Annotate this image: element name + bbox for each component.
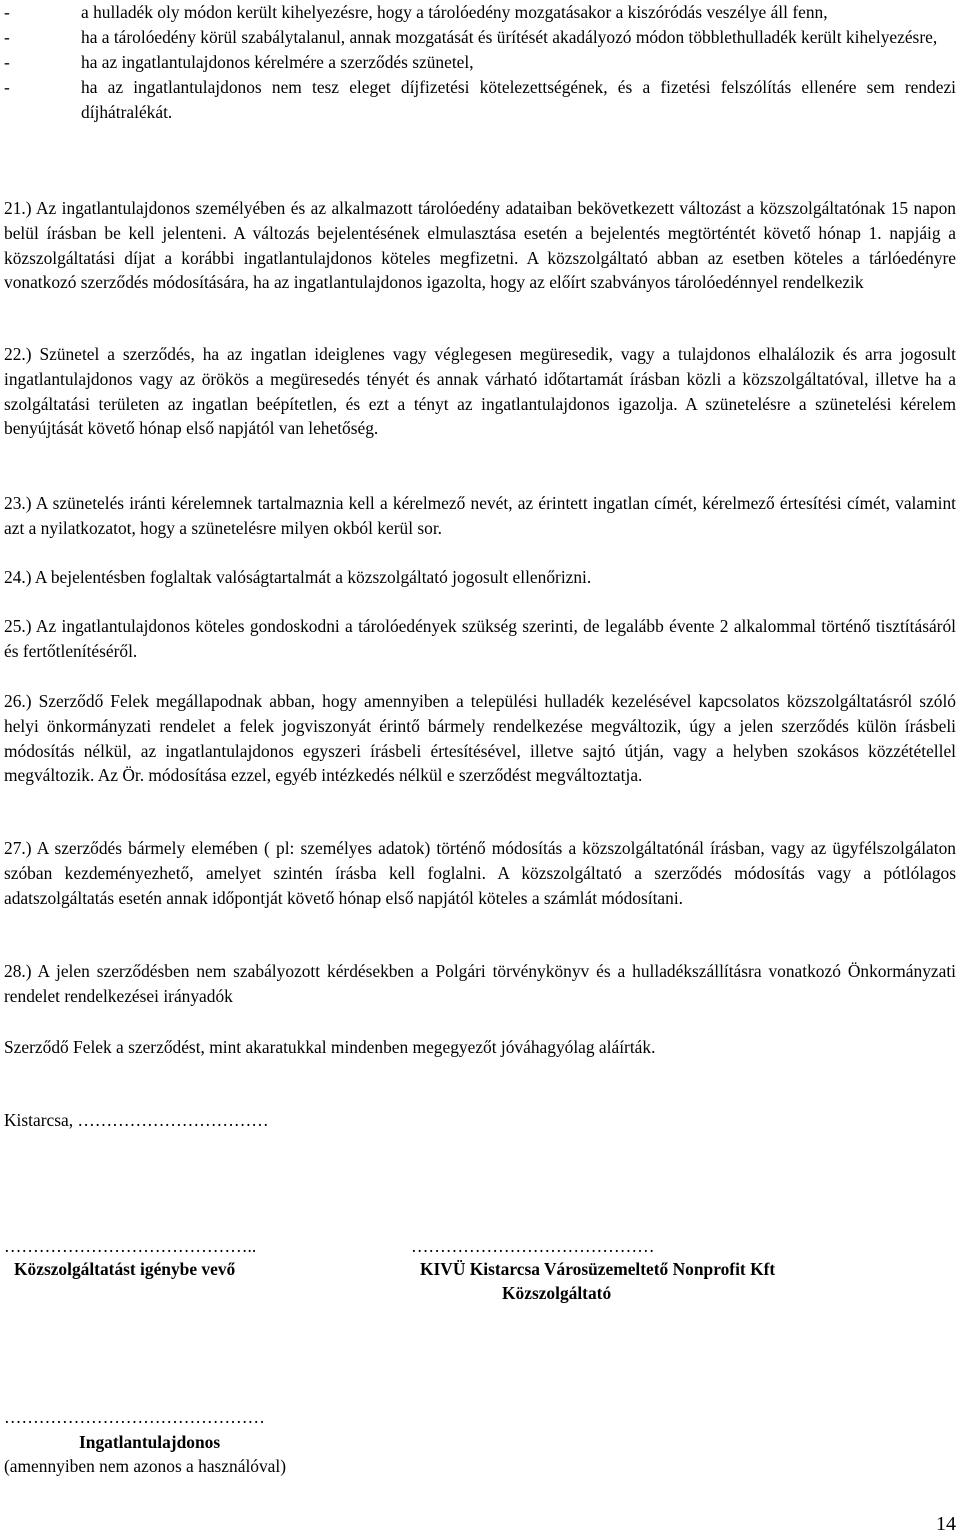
bullet-item (4, 50, 956, 75)
bullet-text: a hulladék oly módon került kihelyezésre, hogy a tárolóedény mozgatásakor a kiszóródás veszélye áll fenn, (81, 2, 828, 22)
signature-note-bottom: (amennyiben nem azonos a használóval) (4, 1456, 287, 1476)
signature-role-right: Közszolgáltató (502, 1283, 612, 1303)
signature-label-right: KIVÜ Kistarcsa Városüzemeltető Nonprofit Kft (420, 1259, 776, 1279)
bullet-text: ha az ingatlantulajdonos kérelmére a szerződés szünetel, (81, 52, 474, 72)
paragraph-28: 28.) A jelen szerződésben nem szabályozott kérdésekben a Polgári törvénykönyv és a hulladékszállításra vonatkozó Önkormányzati rendelet rendelkezései irányadók (4, 961, 956, 1006)
paragraph-22: 22.) Szünetel a szerződés, ha az ingatlan ideiglenes vagy véglegesen megüresedik, vagy a tulajdonos elhalálozik és arra jogosult ingatlantulajdonos vagy az örökös a megüresedés tényét és annak várható időtartamát írásban közli a közszolgáltatóval, illetve ha a szolgáltatási területen az ingatlan beépítetlen, és ezt a tényt az ingatlantulajdonos igazolja. A szünetelésre a szünetelési kérelem benyújtását követő hónap első napjától van lehetőség. (4, 344, 956, 439)
paragraph-24: 24.) A bejelentésben foglaltak valóságtartalmát a közszolgáltató jogosult ellenőrizni. (4, 567, 592, 587)
signature-label-bottom: Ingatlantulajdonos (79, 1432, 221, 1452)
signature-line-left: …………………………………….. (4, 1236, 257, 1256)
bullet-text: ha az ingatlantulajdonos nem tesz eleget díjfizetési kötelezettségének, és a fizetési felszólítás ellenére sem rendezi díjhátralékát. (81, 77, 956, 122)
bullet-dash: - (4, 77, 10, 97)
signature-line-bottom: ……………………………………… (4, 1407, 265, 1427)
paragraph-26: 26.) Szerződő Felek megállapodnak abban, hogy amennyiben a települési hulladék kezelésével kapcsolatos közszolgáltatásról szóló helyi önkormányzati rendelet a felek jogviszonyát érintő bármely rendelkezése megváltozik, úgy a jelen szerződés külön írásbeli módosítás nélkül, az ingatlantulajdonos egyszeri írásbeli értesítésével, illetve sajtó útján, vagy a helyben szokásos közzététellel megváltozik. Az Ör. módosítása ezzel, egyéb intézkedés nélkül e szerződést megváltoztatja. (4, 691, 956, 786)
bullet-dash: - (4, 52, 10, 72)
paragraph-23: 23.) A szünetelés iránti kérelemnek tartalmaznia kell a kérelmező nevét, az érintett ingatlan címét, kérelmező értesítési címét, valamint azt a nyilatkozatot, hogy a szünetelésre milyen okból kerül sor. (4, 493, 956, 538)
paragraph-21: 21.) Az ingatlantulajdonos személyében és az alkalmazott tárolóedény adataiban bekövetkezett változást a közszolgáltatónak 15 napon belül írásban be kell jelenteni. A változás bejelentésének elmulasztása esetén a bejelentés megtörténtét követő hónap 1. napjáig a közszolgáltatási díjat a korábbi ingatlantulajdonos köteles megfizetni. A közszolgáltató abban az esetben köteles a tárlóedényre vonatkozó szerződés módosítására, ha az ingatlantulajdonos igazolta, hogy az előírt szabványos tárolóedénnyel rendelkezik (4, 198, 956, 293)
paragraph-25: 25.) Az ingatlantulajdonos köteles gondoskodni a tárolóedények szükség szerinti, de legalább évente 2 alkalommal történő tisztításáról és fertőtlenítéséről. (4, 616, 956, 661)
bullet-text: ha a tárolóedény körül szabálytalanul, annak mozgatását és ürítését akadályozó módon többlethulladék került kihelyezésre, (81, 27, 938, 47)
bullet-list (4, 0, 956, 125)
signature-label-left: Közszolgáltatást igénybe vevő (14, 1259, 236, 1279)
closing-statement: Szerződő Felek a szerződést, mint akaratukkal mindenben megegyezőt jóváhagyólag aláírták. (4, 1037, 656, 1057)
page-number: 14 (936, 1513, 956, 1535)
bullet-dash: - (4, 27, 10, 47)
bullet-item (4, 75, 956, 125)
signature-line-right: …………………………………… (411, 1236, 655, 1256)
bullet-item (4, 0, 956, 25)
bullet-dash: - (4, 2, 10, 22)
bullet-item (4, 25, 956, 50)
place-line: Kistarcsa, …………………………… (4, 1110, 269, 1130)
paragraph-27: 27.) A szerződés bármely elemében ( pl: személyes adatok) történő módosítás a közszolgáltatónál írásban, vagy az ügyfélszolgálaton szóban kezdeményezhető, amelyet szintén írásba kell foglalni. A közszolgáltató a szerződés módosítás vagy a pótlólagos adatszolgáltatás esetén annak időpontját követő hónap első napjától köteles a számlát módosítani. (4, 838, 956, 908)
